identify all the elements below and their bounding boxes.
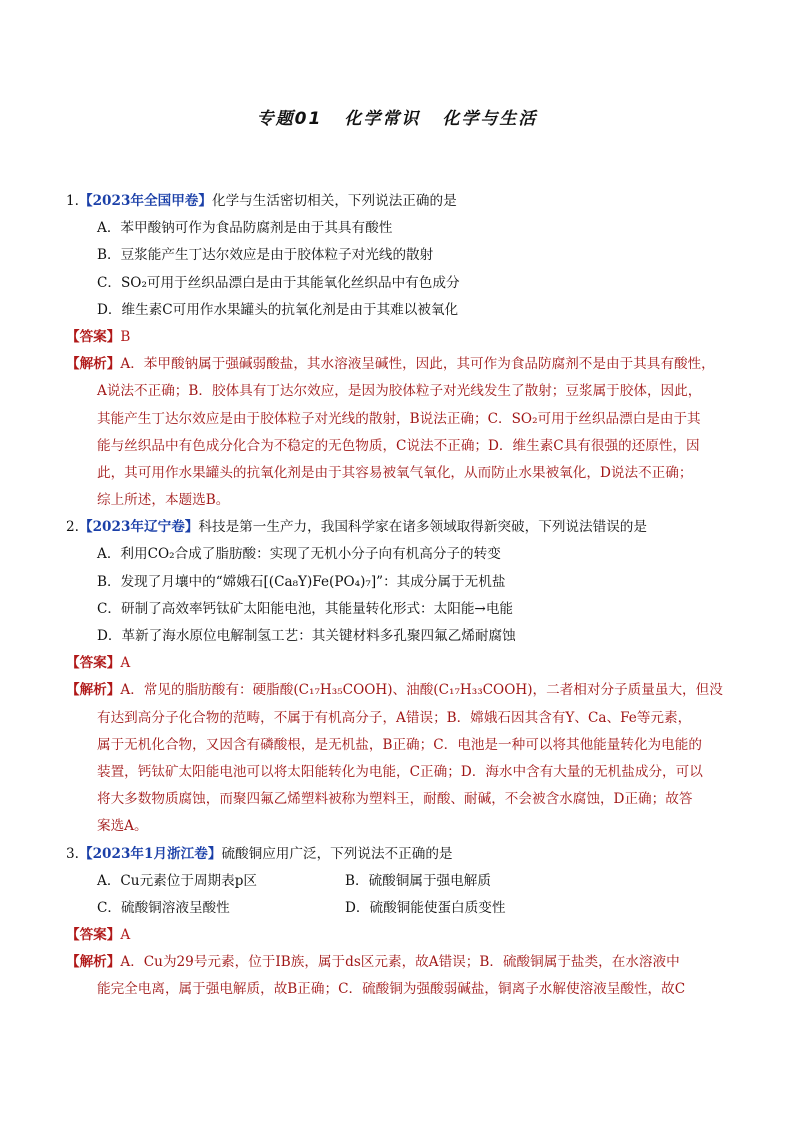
answer-value: B bbox=[120, 328, 131, 345]
question-text: 硫酸铜应用广泛，下列说法不正确的是 bbox=[221, 845, 453, 862]
question-2-analysis-line: 有达到高分子化合物的范畴，不属于有机高分子，A错误；B．嫦娥石因其含有Y、Ca、Fe等元素， bbox=[97, 709, 692, 726]
question-1-analysis-line: 能与丝织品中有色成分化合为不稳定的无色物质，C说法不正确；D．维生素C具有很强的还原性，因 bbox=[97, 437, 700, 454]
analysis-text: A．苯甲酸钠属于强碱弱酸盐，其水溶液呈碱性，因此，其可作为食品防腐剂不是由于其具有酸性， bbox=[120, 356, 715, 373]
question-text: 科技是第一生产力，我国科学家在诸多领域取得新突破，下列说法错误的是 bbox=[198, 519, 647, 536]
question-number: 1. bbox=[66, 193, 79, 209]
question-1-analysis-line: 综上所述，本题选B。 bbox=[97, 492, 230, 509]
answer-value: A bbox=[120, 655, 131, 672]
question-3-options-row bbox=[66, 895, 726, 922]
answer-value: A bbox=[120, 927, 131, 944]
title-subtopic: 化学与生活 bbox=[442, 109, 538, 129]
question-3-analysis-line bbox=[66, 949, 726, 976]
question-2-option-b: B．发现了月壤中的“嫦娥石[(Ca₈Y)Fe(PO₄)₇]”：其成分属于无机盐 bbox=[97, 573, 506, 590]
question-1-analysis-line bbox=[66, 351, 726, 378]
question-2-option-a: A．利用CO₂合成了脂肪酸：实现了无机小分子向有机高分子的转变 bbox=[97, 546, 501, 563]
question-1-analysis-line: 其能产生丁达尔效应是由于胶体粒子对光线的散射，B说法正确；C．SO₂可用于丝织品漂白是由于其 bbox=[97, 410, 701, 427]
question-source: 【2023年辽宁卷】 bbox=[78, 519, 199, 536]
question-3-options-row bbox=[66, 868, 726, 895]
answer-label: 【答案】 bbox=[66, 655, 121, 672]
question-number: 3. bbox=[66, 845, 79, 862]
question-2-analysis-line: 属于无机化合物，又因含有磷酸根，是无机盐，B正确；C．电池是一种可以将其他能量转化为电能的 bbox=[97, 736, 702, 753]
question-2-stem bbox=[66, 514, 726, 541]
question-3-option-b: B．硫酸铜属于强电解质 bbox=[345, 872, 491, 889]
question-3-option-a: A．Cu元素位于周期表p区 bbox=[97, 872, 258, 889]
question-2-answer bbox=[66, 650, 726, 677]
analysis-label: 【解析】 bbox=[66, 954, 121, 971]
document-body bbox=[66, 188, 726, 1004]
question-2-analysis-line bbox=[66, 677, 726, 704]
answer-label: 【答案】 bbox=[66, 927, 121, 944]
question-2-analysis-line: 将大多数物质腐蚀，而聚四氟乙烯塑料被称为塑料王，耐酸、耐碱，不会被含水腐蚀，D正确；故答 bbox=[97, 791, 693, 808]
question-2-analysis-line: 装置，钙钛矿太阳能电池可以将太阳能转化为电能，C正确；D．海水中含有大量的无机盐成分，可以 bbox=[97, 763, 703, 780]
question-source: 【2023年全国甲卷】 bbox=[78, 193, 212, 209]
question-number: 2. bbox=[66, 519, 79, 536]
question-2-option-c: C．研制了高效率钙钛矿太阳能电池，其能量转化形式：太阳能→电能 bbox=[97, 600, 514, 617]
analysis-text: A．Cu为29号元素，位于IB族，属于ds区元素，故A错误；B．硫酸铜属于盐类，在水溶液中 bbox=[120, 954, 680, 971]
title-topic: 化学常识 bbox=[344, 109, 421, 129]
question-3-stem bbox=[66, 841, 726, 868]
question-1-analysis-line: 此，其可用作水果罐头的抗氧化剂是由于其容易被氧气氧化，从而防止水果被氧化，D说法不正确； bbox=[97, 464, 693, 481]
analysis-label: 【解析】 bbox=[66, 682, 121, 699]
question-source: 【2023年1月浙江卷】 bbox=[78, 845, 222, 862]
question-1-option-a: A．苯甲酸钠可作为食品防腐剂是由于其具有酸性 bbox=[97, 220, 393, 237]
analysis-label: 【解析】 bbox=[66, 356, 121, 373]
question-2-option-d: D．革新了海水原位电解制氢工艺：其关键材料多孔聚四氟乙烯耐腐蚀 bbox=[97, 628, 516, 644]
title-topic-number: 专题01 bbox=[256, 109, 323, 129]
question-2-analysis-line: 案选A。 bbox=[97, 818, 148, 835]
question-1-option-d: D．维生素C可用作水果罐头的抗氧化剂是由于其难以被氧化 bbox=[97, 301, 459, 318]
question-3-option-d: D．硫酸铜能使蛋白质变性 bbox=[345, 899, 506, 916]
question-1-answer bbox=[66, 324, 726, 351]
question-3-answer bbox=[66, 922, 726, 949]
question-1-option-b: B．豆浆能产生丁达尔效应是由于胶体粒子对光线的散射 bbox=[97, 247, 434, 264]
question-1-analysis-line: A说法不正确；B．胶体具有丁达尔效应，是因为胶体粒子对光线发生了散射；豆浆属于胶体，因此， bbox=[97, 383, 702, 400]
analysis-text: A．常见的脂肪酸有：硬脂酸(C₁₇H₃₅COOH)、油酸(C₁₇H₃₃COOH)，二者相对分子质量虽大，但没 bbox=[120, 682, 723, 699]
question-1-stem bbox=[66, 188, 726, 215]
answer-label: 【答案】 bbox=[66, 328, 121, 345]
question-1-option-c: C．SO₂可用于丝织品漂白是由于其能氧化丝织品中有色成分 bbox=[97, 274, 460, 291]
question-3-analysis-line: 能完全电离，属于强电解质，故B正确；C．硫酸铜为强酸弱碱盐，铜离子水解使溶液呈酸性，故C bbox=[97, 981, 686, 998]
question-3-option-c: C．硫酸铜溶液呈酸性 bbox=[97, 899, 230, 916]
page-title bbox=[0, 104, 794, 129]
question-text: 化学与生活密切相关，下列说法正确的是 bbox=[211, 193, 457, 209]
